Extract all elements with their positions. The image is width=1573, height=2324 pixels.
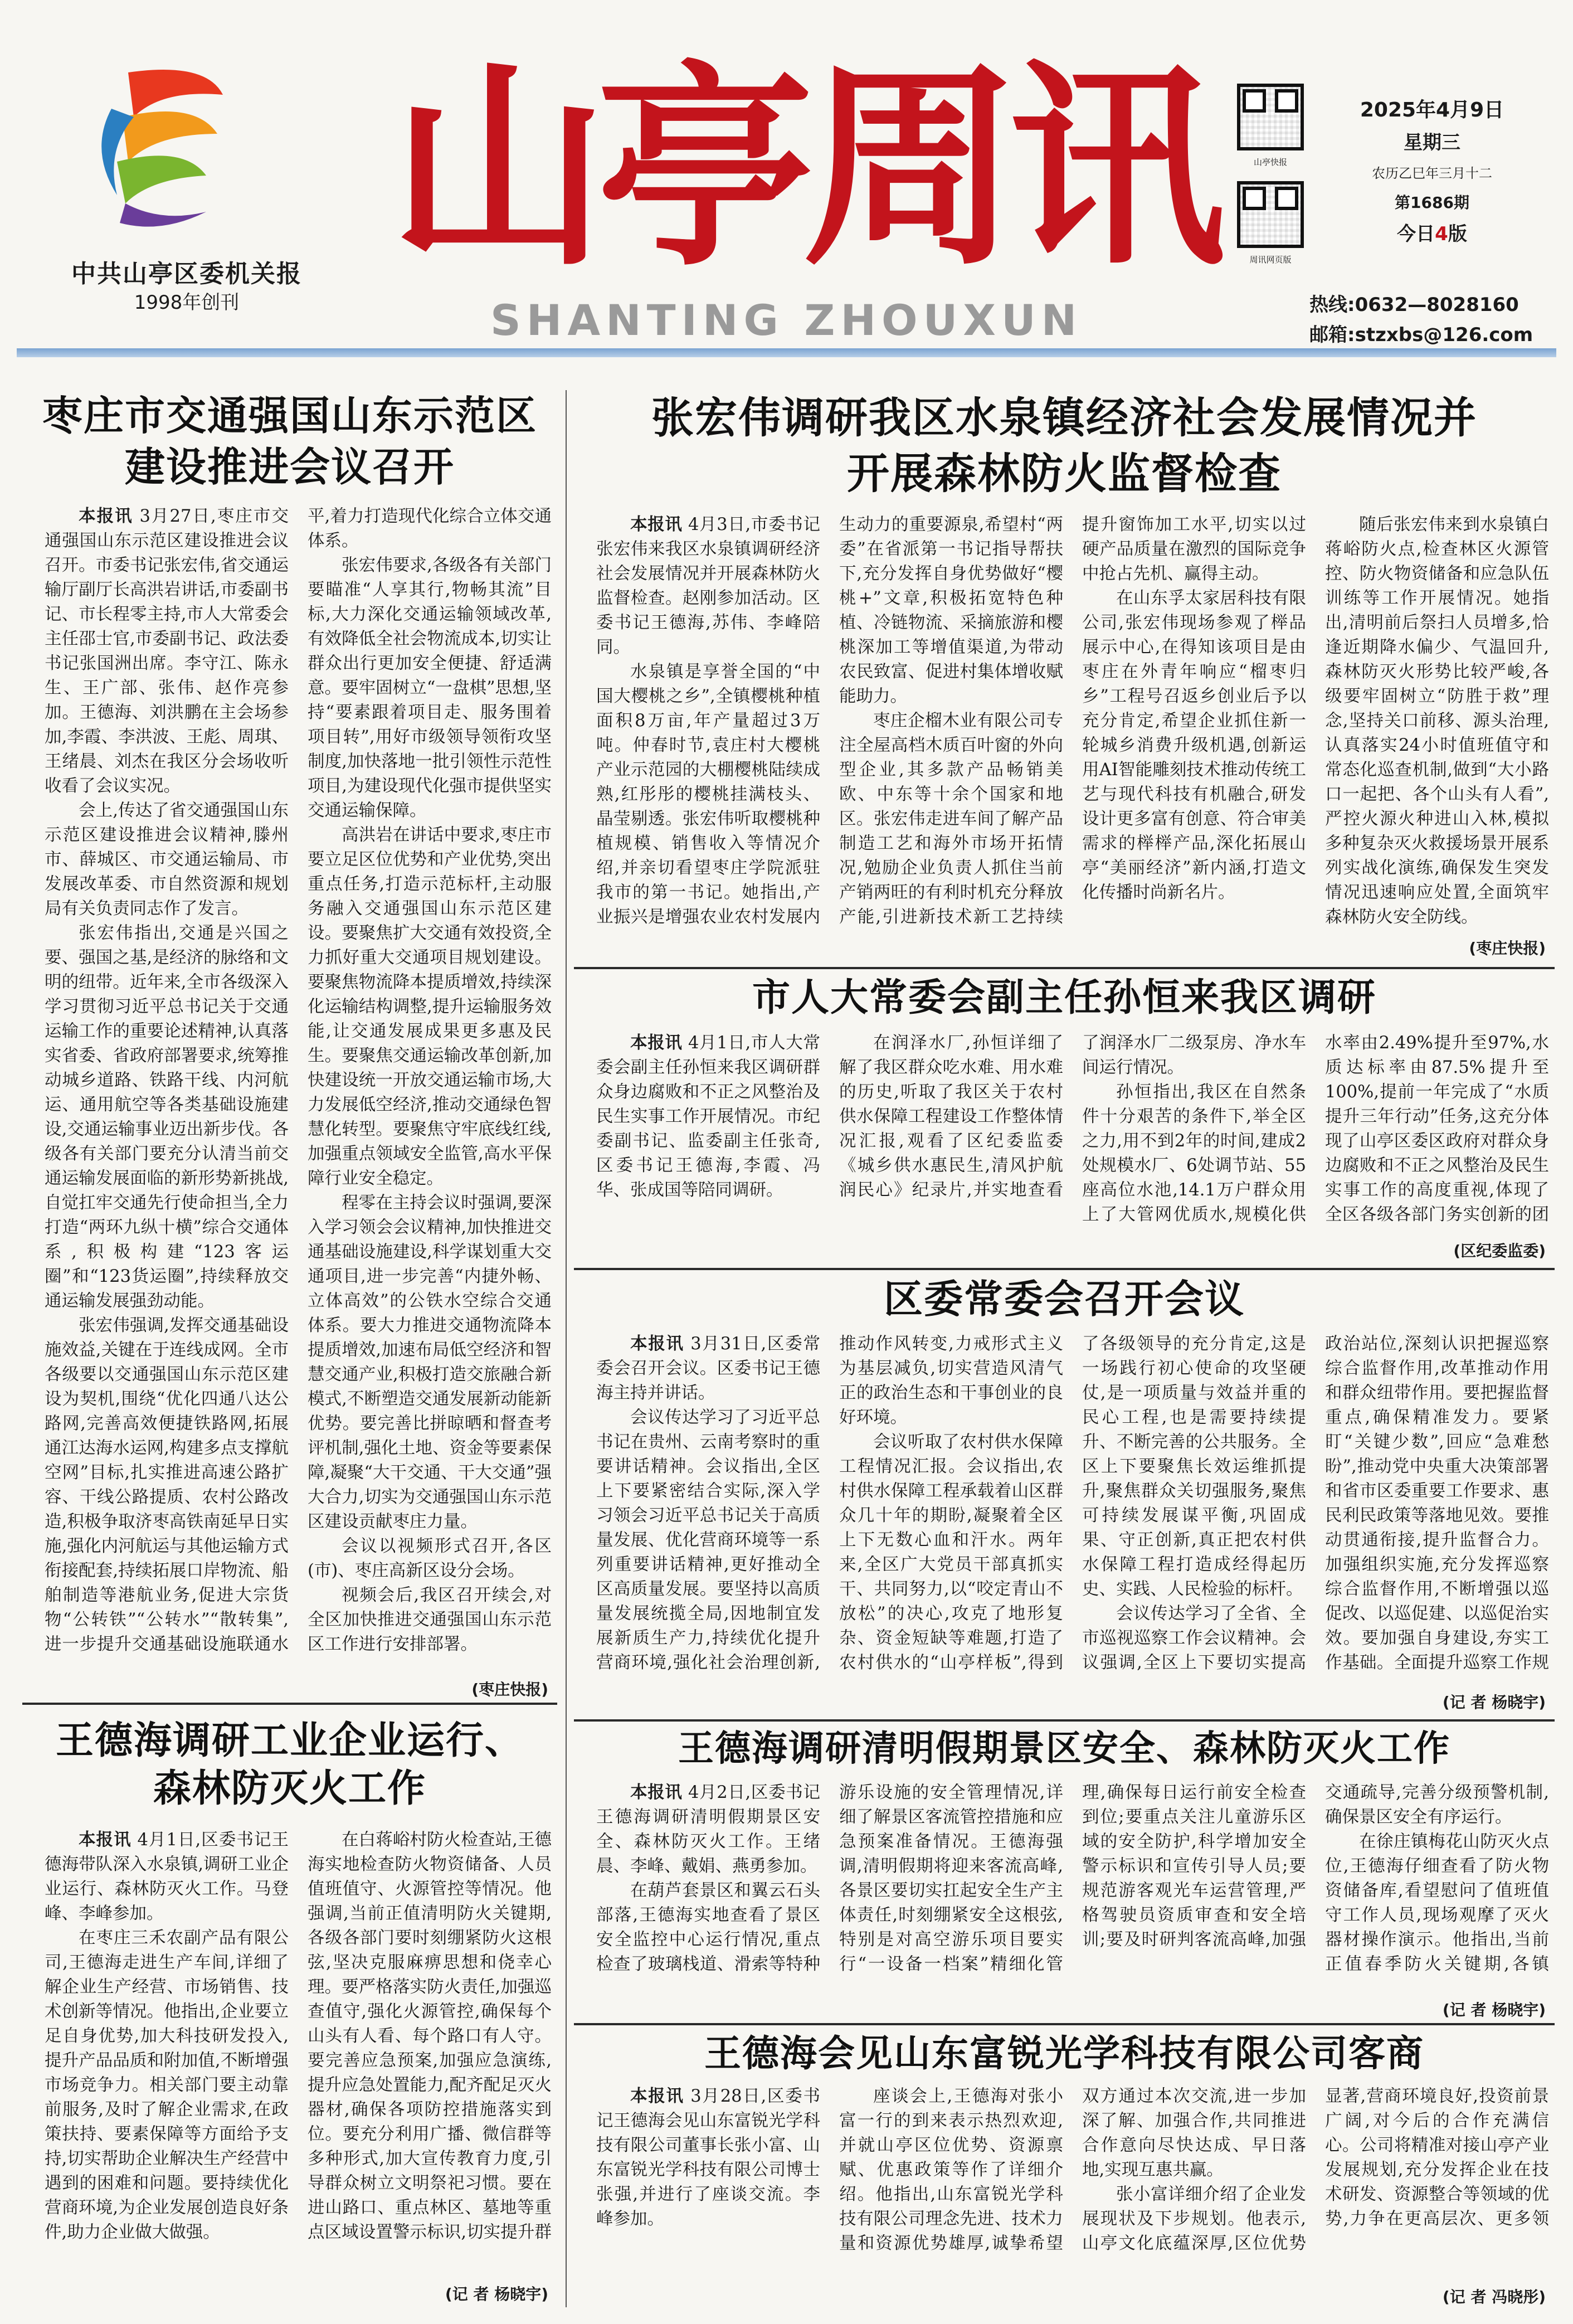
paragraph: 张宏伟要求,各级各有关部门要瞄准“人享其行,物畅其流”目标,大力深化交通运输领域改革,有效降低全社会物流成本,切实让群众出行更加安全便捷、舒适满意。要牢固树立“一盘棋”思想,坚持“要素跟着项目走、服务围着项目转”,用好市级领导领衔攻坚制度,加快落地一批引领性示范性项目,为建设现代化强市提供坚实交通运输保障。 bbox=[308, 556, 552, 820]
paragraph: 视频会后,我区召开续会,对全区加快推进交通强国山东示范区工作进行安排部署。 bbox=[308, 1586, 552, 1654]
email[interactable]: 邮箱:stzxbs@126.com bbox=[1309, 324, 1533, 346]
headline-line: 张宏伟调研我区水泉镇经济社会发展情况并 bbox=[651, 393, 1477, 443]
contact-info bbox=[1309, 290, 1543, 350]
qr-caption: 山亭快报 bbox=[1253, 157, 1287, 167]
article-headline: 王德海调研清明假期景区安全、森林防灭火工作 bbox=[678, 1728, 1450, 1769]
article-standing-committee bbox=[574, 1273, 1555, 1714]
paragraph: 3月31日,区委常委会召开会议。区委书记王德海主持并讲话。 bbox=[596, 1334, 821, 1403]
article-sun-heng bbox=[574, 973, 1555, 1262]
qr-code-icon[interactable] bbox=[1237, 181, 1304, 248]
headline-line: 森林防灭火工作 bbox=[153, 1766, 426, 1811]
hotline: 热线:0632—8028160 bbox=[1309, 294, 1519, 316]
article-headline bbox=[22, 1717, 557, 1812]
article-scenic-safety bbox=[574, 1725, 1555, 2020]
issue-info bbox=[1360, 95, 1504, 250]
article-furui-optics bbox=[574, 2029, 1555, 2310]
paragraph: 座谈会上,王德海对张小富一行的到来表示热烈欢迎,并就山亭区位优势、资源禀赋、优惠政策等作了详细介绍。他指出,山东富锐光学科技有限公司理念先进、技术力量和资源优势雄厚,诚挚希望双方通过本次交流,进一步加深了解、加强合作,共同推进合作意向尽快达成、早日落地,实现互惠共赢。 bbox=[839, 2087, 1306, 2253]
qr-code-icon[interactable] bbox=[1237, 84, 1304, 150]
article-headline bbox=[22, 390, 557, 493]
lead-tag: 本报讯 bbox=[630, 1033, 683, 1053]
page-count-number: 4 bbox=[1435, 223, 1448, 245]
lead-tag: 本报讯 bbox=[630, 515, 683, 534]
paragraph: 孙恒指出,我区在自然条件十分艰苦的条件下,举全区之力,用不到2年的时间,建成2处规模水厂、6处调节站、55座高位水池,14.1万户群众用上了大管网优质水,规模化供水率由2.49%提升至97%,水质达标率由87.5%提升至100%,提前一年完成了“水质提升三年行动”任务,这充分体现了山亭区委区政府对群众身边腐败和不正之风整治及民生实事工作的高度重视,体现了全区各级各部门务实创新的团 bbox=[1082, 1033, 1549, 1224]
paragraph: 水泉镇是享誉全国的“中国大樱桃之乡”,全镇樱桃种植面积8万亩,年产量超过3万吨。仲春时节,袁庄村大樱桃产业示范园的大棚樱桃陆续成熟,红彤彤的樱桃挂满枝头、晶莹剔透。张宏伟听取樱桃种植规模、销售收入等情况介绍,并亲切看望枣庄学院派驻我市的第一书记。她指出,产业振兴是增强农业农村发展内生动力的重要源泉,希望村“两委”在省派第一书记指导帮扶下,充分发挥自身优势做好“樱桃+”文章,积极拓宽特色种植、冷链物流、采摘旅游和樱桃深加工等增值渠道,为带动农民致富、促进村集体增收赋能助力。 bbox=[596, 515, 1063, 927]
lead-tag: 本报讯 bbox=[79, 1830, 132, 1850]
article-credit: (记 者 杨晓宇) bbox=[1442, 1693, 1546, 1712]
paragraph: 会议以视频形式召开,各区(市)、枣庄高新区设分会场。 bbox=[308, 1537, 552, 1581]
article-credit: (枣庄快报) bbox=[1469, 939, 1546, 957]
article-body bbox=[45, 504, 552, 1669]
section-divider bbox=[22, 1703, 557, 1705]
section-divider bbox=[574, 967, 1555, 969]
article-body bbox=[45, 1828, 552, 2285]
headline-line: 王德海调研工业企业运行、 bbox=[55, 1718, 524, 1763]
article-headline: 市人大常委会副主任孙恒来我区调研 bbox=[752, 975, 1376, 1020]
paragraph: 在润泽水厂,孙恒详细了解了我区群众吃水难、用水难的历史,听取了我区关于农村供水保障工程建设工作整体情况汇报,观看了区纪委监委《城乡供水惠民生,清风护航润民心》纪录片,并实地查看了润泽水厂二级泵房、净水车间运行情况。 bbox=[839, 1033, 1306, 1200]
paragraph: 3月28日,区委书记王德海会见山东富锐光学科技有限公司董事长张小富、山东富锐光学科技有限公司博士张强,并进行了座谈交流。李峰参加。 bbox=[596, 2087, 821, 2229]
headline-line: 枣庄市交通强国山东示范区 bbox=[42, 392, 537, 439]
paragraph: 会议听取了农村供水保障工程情况汇报。会议指出,农村供水保障工程承载着山区群众几十年的期盼,凝聚着全区上下无数心血和汗水。两年来,全区广大党员干部真抓实干、共同努力,以“咬定青山不放松”的决心,攻克了地形复杂、资金短缺等难题,打造了农村供水的“山亭样板”,得到了各级领导的充分肯定,这是一场践行初心使命的攻坚硬仗,是一项质量与效益并重的民心工程,也是需要持续提升、不断完善的公共服务。全区上下要聚焦长效运维抓提升,聚焦群众关切强服务,聚焦可持续发展谋平衡,巩固成果、守正创新,真正把农村供水保障工程打造成经得起历史、实践、人民检验的标杆。 bbox=[839, 1334, 1306, 1672]
paragraph: 在葫芦套景区和翼云石头部落,王德海实地查看了景区安全监控中心运行情况,重点检查了玻璃栈道、滑索等特种游乐设施的安全管理情况,详细了解景区客流管控措施和应急预案准备情况。王德海强调,清明假期将迎来客流高峰,各景区要切实扛起安全生产主体责任,时刻绷紧安全这根弦,特别是对高空游乐项目要实行“一设备一档案”精细化管理,确保每日运行前安全检查到位;要重点关注儿童游乐区域的安全防护,科学增加安全警示标识和宣传引导人员;要规范游客观光车运营管理,严格驾驶员资质审查和安全培训;要及时研判客流高峰,加强交通疏导,完善分级预警机制,确保景区安全有序运行。 bbox=[596, 1783, 1549, 1974]
section-divider bbox=[574, 1268, 1555, 1270]
article-body bbox=[596, 1781, 1549, 1995]
lunar-date: 农历乙巳年三月十二 bbox=[1372, 166, 1492, 181]
headline-line: 开展森林防火监督检查 bbox=[847, 449, 1282, 498]
page-count bbox=[1360, 218, 1504, 250]
qr-caption: 周讯网页版 bbox=[1249, 255, 1292, 265]
article-industry-survey bbox=[22, 1717, 557, 2307]
page-count-prefix: 今日 bbox=[1397, 223, 1435, 245]
publisher-name: 中共山亭区委机关报 bbox=[71, 260, 302, 288]
paragraph: 随后张宏伟来到水泉镇白蒋峪防火点,检查林区火源管控、防火物资储备和应急队伍训练等工作开展情况。她指出,清明前后祭扫人员增多,恰逢近期降水偏少、气温回升,森林防灭火形势比较严峻,各级要牢固树立“防胜于救”理念,坚持关口前移、源头治理,认真落实24小时值班值守和常态化巡查机制,做到“大小路口一起把、各个山头有人看”,严控火源火种进山入林,模拟多种复杂灭火救援场景开展系列实战化演练,确保发生突发情况迅速响应处置,全面筑牢森林防火安全防线。 bbox=[1325, 515, 1549, 927]
article-body bbox=[596, 1031, 1549, 1234]
article-headline: 王德海会见山东富锐光学科技有限公司客商 bbox=[704, 2031, 1424, 2075]
newspaper-title: 山亭周讯 bbox=[390, 40, 1215, 295]
article-traffic-meeting bbox=[22, 390, 557, 1705]
article-credit: (记 者 杨晓宇) bbox=[445, 2285, 548, 2303]
paragraph: 在枣庄三禾农副产品有限公司,王德海走进生产车间,详细了解企业生产经营、市场销售、技术创新等情况。他指出,企业要立足自身优势,加大科技研发投入,提升产品品质和附加值,不断增强市场竞争力。相关部门要主动靠前服务,及时了解企业需求,在政策扶持、要素保障等方面给予支持,切实帮助企业解决生产经营中遇到的困难和问题。要持续优化营商环境,为企业发展创造良好条件,助力企业做大做强。 bbox=[45, 1928, 289, 2242]
lead-tag: 本报讯 bbox=[630, 2087, 684, 2106]
article-credit: (枣庄快报) bbox=[471, 1680, 548, 1699]
article-body bbox=[596, 513, 1549, 931]
paragraph: 3月27日,枣庄市交通强国山东示范区建设推进会议召开。市委书记张宏伟,省交通运输厅副厅长高洪岩讲话,市委副书记、市长程零主持,市人大常委会主任邵士官,市委副书记、政法委书记张国洲出席。李守江、陈永生、王广部、张伟、赵作亮参加。王德海、刘洪鹏在主会场参加,李霞、李洪波、王彪、周琪、王绪晨、刘杰在我区分会场收听收看了会议实况。 bbox=[45, 507, 289, 796]
headline-line: 建设推进会议召开 bbox=[124, 443, 455, 490]
paragraph: 会议传达学习了全省、全市巡视巡察工作会议精神。会议强调,全区上下要切实提高政治站位,深刻认识把握巡察综合监督作用,改革推动作用和群众纽带作用。要把握监督重点,确保精准发力。要紧盯“关键少数”,回应“急难愁盼”,推动党中央重大决策部署和省市区委重要工作要求、惠民利民政策等落地见效。要推动贯通衔接,提升监督合力。加强组织实施,充分发挥巡察综合监督作用,不断增强以巡促改、以巡促建、以巡促治实效。要加强自身建设,夯实工作基础。全面提升巡察工作规 bbox=[1082, 1334, 1549, 1672]
article-credit: (记 者 杨晓宇) bbox=[1442, 2001, 1546, 2019]
paragraph: 4月2日,区委书记王德海调研清明假期景区安全、森林防灭火工作。王绪晨、李峰、戴娟、燕勇参加。 bbox=[596, 1783, 820, 1876]
masthead-rule bbox=[17, 348, 1556, 357]
founded-year: 1998年创刊 bbox=[134, 291, 240, 314]
paragraph: 张宏伟指出,交通是兴国之要、强国之基,是经济的脉络和文明的纽带。近年来,全市各级深入学习贯彻习近平总书记关于交通运输工作的重要论述精神,认真落实省委、省政府部署要求,统筹推动城乡道路、铁路干线、内河航运、通用航空等各类基础设施建设,交通运输事业迈出新步伐。各级各有关部门要充分认清当前交通运输发展面临的新形势新挑战,自觉扛牢交通先行使命担当,全力打造“两环九纵十横”综合交通体系,积极构建“123客运圈”和“123货运圈”,持续释放交通运输发展强劲动能。 bbox=[45, 923, 289, 1311]
article-credit: (记 者 冯晓彤) bbox=[1442, 2288, 1546, 2306]
article-headline: 区委常委会召开会议 bbox=[884, 1276, 1245, 1322]
article-body bbox=[596, 1332, 1549, 1683]
article-zhang-shuiquan bbox=[574, 390, 1555, 959]
paragraph: 会上,传达了省交通强国山东示范区建设推进会议精神,滕州市、薛城区、市交通运输局、市发展改革委、市自然资源和规划局有关负责同志作了发言。 bbox=[45, 801, 289, 918]
issue-weekday: 星期三 bbox=[1404, 132, 1460, 154]
newspaper-title-pinyin: SHANTING ZHOUXUN bbox=[490, 295, 1083, 345]
page-count-suffix: 版 bbox=[1448, 223, 1467, 245]
article-credit: (区纪委监委) bbox=[1453, 1242, 1546, 1260]
paragraph: 张宏伟强调,发挥交通基础设施效益,关键在于连线成网。全市各级要以交通强国山东示范区建设为契机,围绕“优化四通八达公路网,完善高效便捷铁路网,拓展通江达海水运网,构建多点支撑航空网”目标,扎实推进高速公路扩容、干线公路提质、农村公路改造,积极争取济枣高铁南延早日实施,强化内河航运与其他运输方式衔接配套,持续拓展口岸物流、船舶制造等港航业务,促进大宗货物“公转铁”“公转水”“散转集”,进一步提升交通基础设施联通水平,着力打造现代化综合立体交通体系。 bbox=[45, 507, 552, 1654]
paragraph: 会议传达学习了习近平总书记在贵州、云南考察时的重要讲话精神。会议指出,全区上下要紧密结合实际,深入学习领会习近平总书记关于高质量发展、优化营商环境等一系列重要讲话精神,更好推动全区高质量发展。要坚持以高质量发展统揽全局,因地制宜发展新质生产力,持续优化提升营商环境,强化社会治理创新,推动作风转变,力戒形式主义为基层减负,切实营造风清气正的政治生态和干事创业的良好环境。 bbox=[596, 1334, 1063, 1672]
masthead bbox=[0, 0, 1573, 357]
lead-tag: 本报讯 bbox=[630, 1783, 683, 1802]
section-divider bbox=[574, 2023, 1555, 2025]
paragraph: 张小富详细介绍了企业发展现状及下步规划。他表示,山亭文化底蕴深厚,区位优势显著,营商环境良好,投资前景广阔,对今后的合作充满信心。公司将精准对接山亭产业发展规划,充分发挥企业在技术研发、资源整合等领域的优势,力争在更高层次、更多领 bbox=[1082, 2087, 1549, 2253]
paragraph: 在白蒋峪村防火检查站,王德海实地检查防火物资储备、人员值班值守、火源管控等情况。他强调,当前正值清明防火关键期,各级各部门要时刻绷紧防火这根弦,坚决克服麻痹思想和侥幸心理。要严格落实防火责任,加强巡查值守,强化火源管控,确保每个山头有人看、每个路口有人守。要完善应急预案,加强应急演练,提升应急处置能力,配齐配足灭火器材,确保各项防控措施落实到位。要充分利用广播、微信群等多种形式,加大宣传教育力度,引导群众树立文明祭祀习惯。要在进山路口、重点林区、墓地等重点区域设置警示标识,切实提升群 bbox=[308, 1830, 552, 2242]
issue-number: 第1686期 bbox=[1395, 193, 1469, 212]
paragraph: 在山东孚太家居科技有限公司,张宏伟现场参观了榉品展示中心,在得知该项目是由枣庄在外青年响应“榴枣归乡”工程号召返乡创业后予以充分肯定,希望企业抓住新一轮城乡消费升级机遇,创新运用AI智能雕刻技术推动传统工艺与现代科技有机融合,研发设计更多富有创意、符合审美需求的榉榉产品,深化拓展山亭“美丽经济”新内涵,打造文化传播时尚新名片。 bbox=[1082, 589, 1306, 902]
paragraph: 在徐庄镇梅花山防灭火点位,王德海仔细查看了防火物资储备库,看望慰问了值班值守工作人员,现场观摩了灭火器材操作演示。他指出,当前正值春季防火关键期,各镇 bbox=[1325, 1832, 1549, 1974]
column-divider bbox=[566, 390, 567, 2307]
lead-tag: 本报讯 bbox=[79, 507, 133, 526]
paragraph: 程零在主持会议时强调,要深入学习领会会议精神,加快推进交通基础设施建设,科学谋划重大交通项目,进一步完善“内捷外畅、立体高效”的公铁水空综合交通体系。要大力推进交通物流降本提质增效,加速布局低空经济和智慧交通产业,积极打造交旅融合新模式,不断塑造交通发展新动能新优势。要完善比拼晾晒和督查考评机制,强化土地、资金等要素保障,凝聚“大干交通、干大交通”强大合力,切实为交通强国山东示范区建设贡献枣庄力量。 bbox=[308, 1193, 552, 1531]
newspaper-logo-icon bbox=[95, 56, 234, 240]
paragraph: 高洪岩在讲话中要求,枣庄市要立足区位优势和产业优势,突出重点任务,打造示范标杆,主动服务融入交通强国山东示范区建设。要聚焦扩大交通有效投资,全力抓好重大交通项目规划建设。要聚焦物流降本提质增效,持续深化运输结构调整,提升运输服务效能,让交通发展成果更多惠及民生。要聚焦交通运输改革创新,加快建设统一开放交通运输市场,大力发展低空经济,推动交通绿色智慧化转型。要聚焦守牢底线红线,加强重点领域安全监管,高水平保障行业安全稳定。 bbox=[308, 825, 552, 1188]
paragraph: 4月3日,市委书记张宏伟来我区水泉镇调研经济社会发展情况并开展森林防火监督检查。赵刚参加活动。区委书记王德海,苏伟、李峰陪同。 bbox=[596, 515, 820, 657]
lead-tag: 本报讯 bbox=[630, 1334, 684, 1354]
article-body bbox=[596, 2084, 1549, 2277]
article-headline bbox=[574, 390, 1555, 502]
issue-date: 2025年4月9日 bbox=[1360, 99, 1504, 121]
paragraph: 枣庄企榴木业有限公司专注全屋高档木质百叶窗的外向型企业,其多款产品畅销美欧、中东等十余个国家和地区。张宏伟走进车间了解产品制造工艺和海外市场开拓情况,勉励企业负责人抓住当前产销两旺的有利时机充分释放产能,引进新技术新工艺持续提升窗饰加工水平,切实以过硬产品质量在激烈的国际竞争中抢占先机、赢得主动。 bbox=[839, 515, 1306, 927]
paragraph: 4月1日,区委书记王德海带队深入水泉镇,调研工业企业运行、森林防灭火工作。马登峰、李峰参加。 bbox=[45, 1830, 289, 1923]
section-divider bbox=[574, 1719, 1555, 1722]
paragraph: 4月1日,市人大常委会副主任孙恒来我区调研群众身边腐败和不正之风整治及民生实事工作开展情况。市纪委副书记、监委副主任张奇,区委书记王德海,李霞、冯华、张成国等陪同调研。 bbox=[596, 1033, 820, 1200]
